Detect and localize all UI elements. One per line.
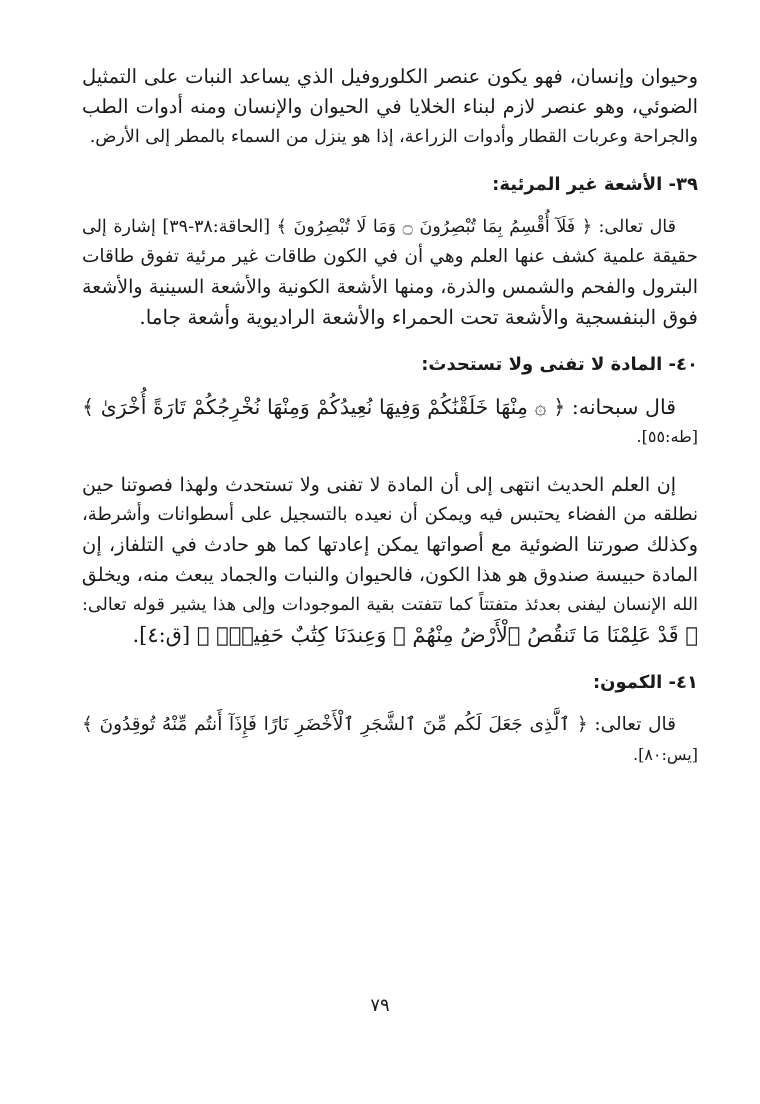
- text-line: المادة حبيسة صندوق هو هذا الكون، فالحيوان والنبات والجماد يبعث منه، ويخلق: [81, 564, 698, 586]
- text-line: فوق البنفسجية والأشعة تحت الحمراء والأشعة الراديوية وأشعة جاما.: [139, 305, 698, 329]
- text-line: والجراحة وعربات القطار وأدوات الزراعة، إذا هو ينزل من السماء بالمطر إلى الأرض.: [89, 127, 698, 147]
- text-line: إن العلم الحديث انتهى إلى أن المادة لا تفنى ولا تستحدث ولهذا فصوتنا حين: [82, 474, 676, 496]
- section-heading-39: ٣٩- الأشعة غير المرئية:: [492, 174, 698, 195]
- text-line: الضوئي، وهو عنصر لازم لبناء الخلايا في الحيوان والإنسان ومنه أدوات الطب: [82, 95, 698, 118]
- text-line: حقيقة علمية كشف عنها العلم وهي أن في الكون طاقات غير مرئية تفوق طاقات: [82, 246, 698, 267]
- section-heading-40: ٤٠- المادة لا تفنى ولا تستحدث:: [421, 354, 698, 375]
- text-line: نطلقه من الفضاء يحتبس فيه ويمكن أن نعيده بالتسجيل على أسطوانات وأشرطة،: [82, 504, 698, 525]
- verse-reference: [يس:٨٠].: [633, 745, 698, 764]
- paragraph-continued: [82, 62, 698, 152]
- quran-verse: قال سبحانه: ﴿ ۞ مِنْهَا خَلَقْنَٰكُمْ وَفِيهَا نُعِيدُكُمْ وَمِنْهَا نُخْرِجُكُمْ تَارَةً أُخْرَىٰ ﴾: [82, 395, 676, 419]
- text-line: قال تعالى: ﴿ فَلَآ أُقْسِمُ بِمَا تُبْصِرُونَ ۝ وَمَا لَا تُبْصِرُونَ ﴾ [الحاقة:٣٨-٣٩] إشارة إلى: [82, 217, 676, 237]
- text-line: وحيوان وإنسان، فهو يكون عنصر الكلوروفيل الذي يساعد النبات على التمثيل: [82, 65, 698, 88]
- quran-verse: قال تعالى: ﴿ ٱلَّذِى جَعَلَ لَكُم مِّنَ ٱلشَّجَرِ ٱلْأَخْضَرِ نَارًا فَإِذَآ أَنتُم مِّنْهُ تُوقِدُونَ ﴾: [82, 714, 676, 735]
- section-heading-41: ٤١- الكمون:: [592, 672, 698, 693]
- verse-reference: [طه:٥٥].: [636, 427, 698, 446]
- page-body: [82, 62, 698, 770]
- text-line: الله الإنسان ليفنى بعدئذ متفتتاً كما تتفتت بقية الموجودات وإلى هذا يشير قوله تعالى:: [82, 595, 698, 615]
- paragraph-40: [82, 470, 698, 650]
- page-number: ٧٩: [370, 995, 390, 1016]
- text-line: ﴿ قَدْ عَلِمْنَا مَا تَنقُصُ ٱلْأَرْضُ مِنْهُمْ ۖ وَعِندَنَا كِتَٰبٌ حَفِيظٌۢ ﴾ [ق:٤].: [132, 623, 698, 647]
- paragraph-39: [82, 212, 698, 332]
- text-line: البترول والفحم والشمس والذرة، ومنها الأشعة الكونية والأشعة السينية والأشعة: [82, 276, 698, 298]
- text-line: وكذلك صورتنا الضوئية مع أصواتها يمكن إعادتها كما هو حادث في التلفاز، إن: [82, 533, 698, 556]
